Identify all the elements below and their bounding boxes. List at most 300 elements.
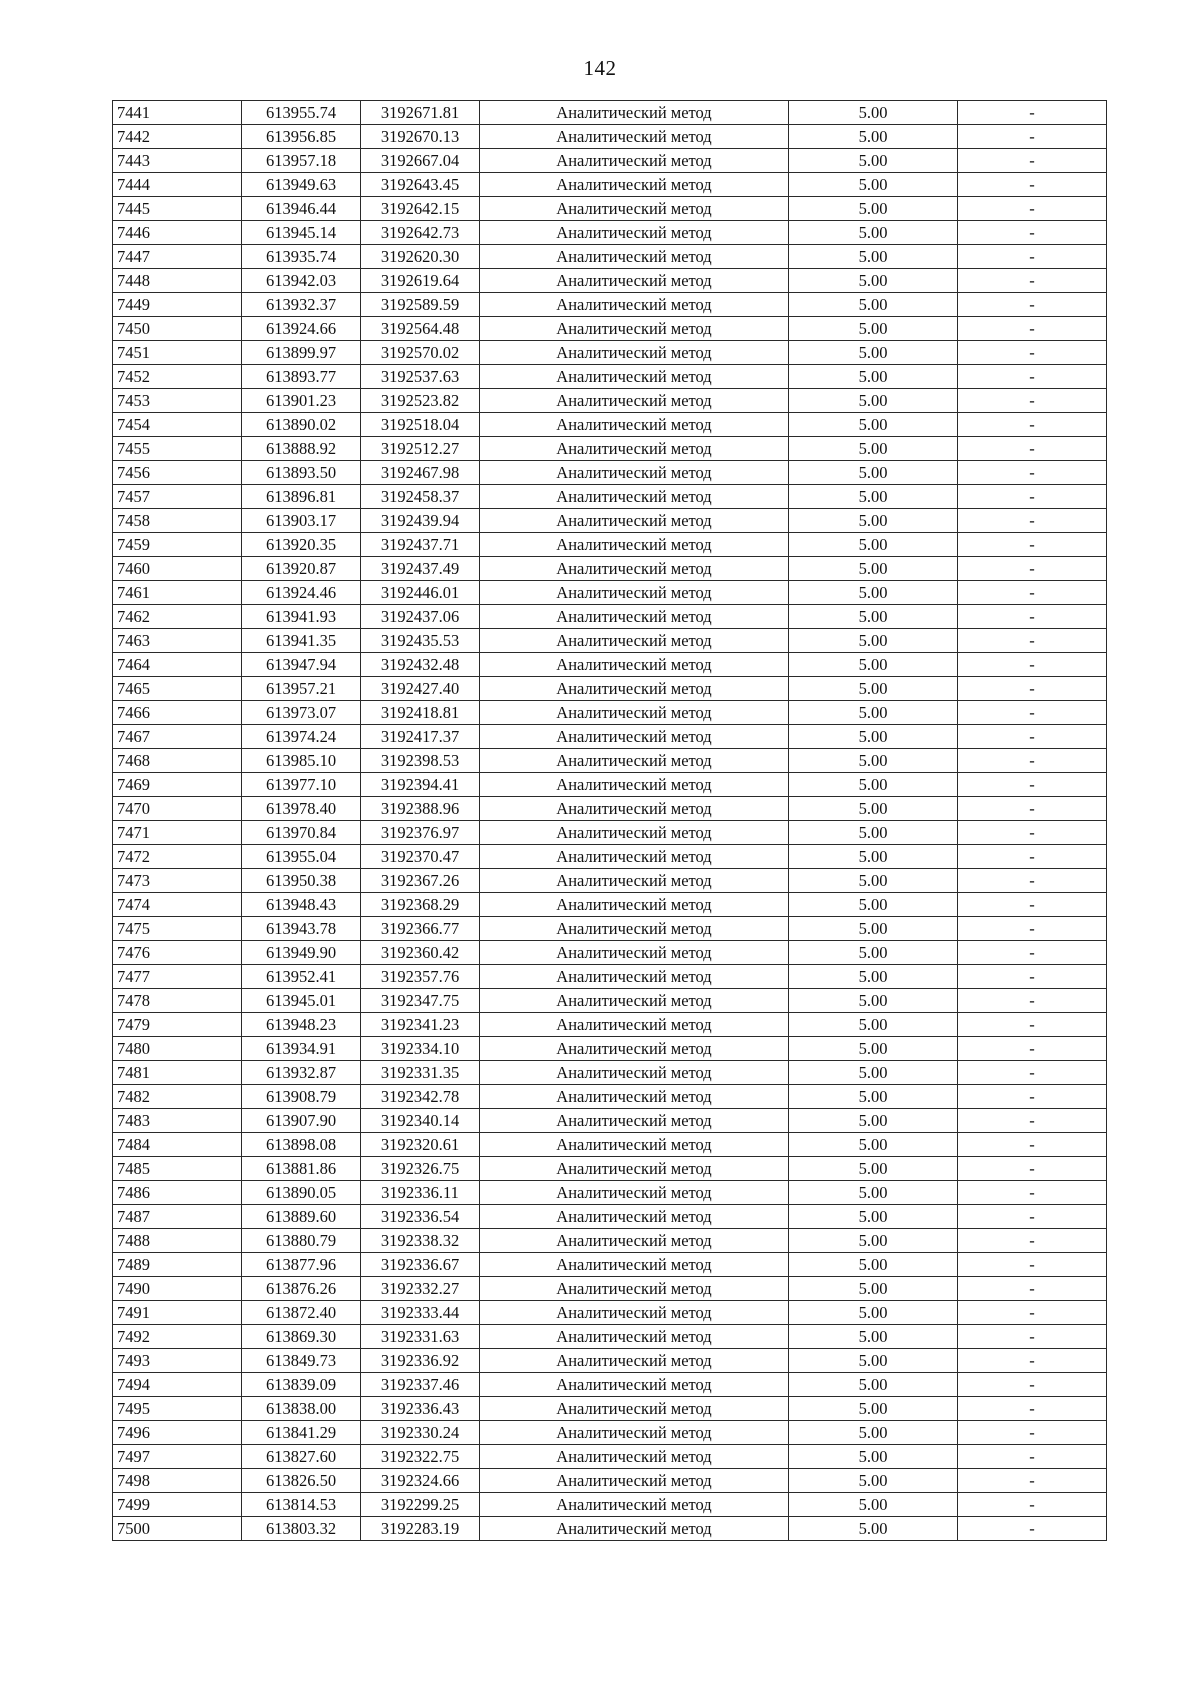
point-number-cell: 7451 (113, 341, 242, 365)
precision-cell: 5.00 (789, 1517, 958, 1541)
point-number-cell: 7489 (113, 1253, 242, 1277)
precision-cell: 5.00 (789, 413, 958, 437)
point-number-cell: 7475 (113, 917, 242, 941)
note-cell: - (958, 653, 1107, 677)
precision-cell: 5.00 (789, 701, 958, 725)
y-coordinate-cell: 3192435.53 (361, 629, 480, 653)
table-row (113, 1349, 1107, 1373)
note-cell: - (958, 269, 1107, 293)
table-row (113, 677, 1107, 701)
precision-cell: 5.00 (789, 581, 958, 605)
x-coordinate-cell: 613956.85 (242, 125, 361, 149)
method-cell: Аналитический метод (480, 605, 789, 629)
point-number-cell: 7492 (113, 1325, 242, 1349)
x-coordinate-cell: 613948.43 (242, 893, 361, 917)
y-coordinate-cell: 3192324.66 (361, 1469, 480, 1493)
table-row (113, 629, 1107, 653)
method-cell: Аналитический метод (480, 677, 789, 701)
y-coordinate-cell: 3192437.49 (361, 557, 480, 581)
note-cell: - (958, 941, 1107, 965)
x-coordinate-cell: 613889.60 (242, 1205, 361, 1229)
note-cell: - (958, 389, 1107, 413)
note-cell: - (958, 917, 1107, 941)
table-row (113, 197, 1107, 221)
point-number-cell: 7452 (113, 365, 242, 389)
x-coordinate-cell: 613949.63 (242, 173, 361, 197)
method-cell: Аналитический метод (480, 557, 789, 581)
x-coordinate-cell: 613977.10 (242, 773, 361, 797)
x-coordinate-cell: 613941.35 (242, 629, 361, 653)
method-cell: Аналитический метод (480, 1277, 789, 1301)
x-coordinate-cell: 613838.00 (242, 1397, 361, 1421)
x-coordinate-cell: 613935.74 (242, 245, 361, 269)
x-coordinate-cell: 613924.46 (242, 581, 361, 605)
y-coordinate-cell: 3192336.92 (361, 1349, 480, 1373)
method-cell: Аналитический метод (480, 269, 789, 293)
method-cell: Аналитический метод (480, 701, 789, 725)
precision-cell: 5.00 (789, 509, 958, 533)
note-cell: - (958, 413, 1107, 437)
note-cell: - (958, 1037, 1107, 1061)
method-cell: Аналитический метод (480, 893, 789, 917)
y-coordinate-cell: 3192446.01 (361, 581, 480, 605)
y-coordinate-cell: 3192432.48 (361, 653, 480, 677)
y-coordinate-cell: 3192322.75 (361, 1445, 480, 1469)
method-cell: Аналитический метод (480, 1421, 789, 1445)
x-coordinate-cell: 613957.18 (242, 149, 361, 173)
y-coordinate-cell: 3192370.47 (361, 845, 480, 869)
point-number-cell: 7474 (113, 893, 242, 917)
y-coordinate-cell: 3192388.96 (361, 797, 480, 821)
method-cell: Аналитический метод (480, 653, 789, 677)
x-coordinate-cell: 613827.60 (242, 1445, 361, 1469)
method-cell: Аналитический метод (480, 989, 789, 1013)
point-number-cell: 7442 (113, 125, 242, 149)
method-cell: Аналитический метод (480, 941, 789, 965)
note-cell: - (958, 725, 1107, 749)
y-coordinate-cell: 3192523.82 (361, 389, 480, 413)
point-number-cell: 7483 (113, 1109, 242, 1133)
table-row (113, 1133, 1107, 1157)
method-cell: Аналитический метод (480, 1397, 789, 1421)
x-coordinate-cell: 613803.32 (242, 1517, 361, 1541)
table-row (113, 821, 1107, 845)
x-coordinate-cell: 613814.53 (242, 1493, 361, 1517)
note-cell: - (958, 749, 1107, 773)
y-coordinate-cell: 3192368.29 (361, 893, 480, 917)
precision-cell: 5.00 (789, 965, 958, 989)
note-cell: - (958, 341, 1107, 365)
point-number-cell: 7460 (113, 557, 242, 581)
method-cell: Аналитический метод (480, 365, 789, 389)
point-number-cell: 7448 (113, 269, 242, 293)
method-cell: Аналитический метод (480, 1133, 789, 1157)
method-cell: Аналитический метод (480, 1157, 789, 1181)
y-coordinate-cell: 3192357.76 (361, 965, 480, 989)
point-number-cell: 7499 (113, 1493, 242, 1517)
point-number-cell: 7486 (113, 1181, 242, 1205)
method-cell: Аналитический метод (480, 1301, 789, 1325)
note-cell: - (958, 1109, 1107, 1133)
table-row (113, 1229, 1107, 1253)
point-number-cell: 7480 (113, 1037, 242, 1061)
method-cell: Аналитический метод (480, 581, 789, 605)
point-number-cell: 7461 (113, 581, 242, 605)
point-number-cell: 7441 (113, 101, 242, 125)
method-cell: Аналитический метод (480, 1517, 789, 1541)
y-coordinate-cell: 3192336.54 (361, 1205, 480, 1229)
precision-cell: 5.00 (789, 221, 958, 245)
point-number-cell: 7498 (113, 1469, 242, 1493)
x-coordinate-cell: 613849.73 (242, 1349, 361, 1373)
precision-cell: 5.00 (789, 1421, 958, 1445)
note-cell: - (958, 773, 1107, 797)
method-cell: Аналитический метод (480, 1493, 789, 1517)
y-coordinate-cell: 3192340.14 (361, 1109, 480, 1133)
table-row (113, 1301, 1107, 1325)
note-cell: - (958, 1157, 1107, 1181)
precision-cell: 5.00 (789, 1229, 958, 1253)
y-coordinate-cell: 3192642.15 (361, 197, 480, 221)
table-row (113, 293, 1107, 317)
note-cell: - (958, 533, 1107, 557)
x-coordinate-cell: 613920.35 (242, 533, 361, 557)
x-coordinate-cell: 613908.79 (242, 1085, 361, 1109)
method-cell: Аналитический метод (480, 221, 789, 245)
note-cell: - (958, 173, 1107, 197)
table-row (113, 269, 1107, 293)
y-coordinate-cell: 3192336.43 (361, 1397, 480, 1421)
precision-cell: 5.00 (789, 485, 958, 509)
point-number-cell: 7484 (113, 1133, 242, 1157)
point-number-cell: 7458 (113, 509, 242, 533)
y-coordinate-cell: 3192642.73 (361, 221, 480, 245)
note-cell: - (958, 629, 1107, 653)
precision-cell: 5.00 (789, 173, 958, 197)
point-number-cell: 7454 (113, 413, 242, 437)
precision-cell: 5.00 (789, 869, 958, 893)
precision-cell: 5.00 (789, 365, 958, 389)
y-coordinate-cell: 3192418.81 (361, 701, 480, 725)
x-coordinate-cell: 613881.86 (242, 1157, 361, 1181)
precision-cell: 5.00 (789, 125, 958, 149)
y-coordinate-cell: 3192437.71 (361, 533, 480, 557)
method-cell: Аналитический метод (480, 1253, 789, 1277)
y-coordinate-cell: 3192333.44 (361, 1301, 480, 1325)
point-number-cell: 7478 (113, 989, 242, 1013)
table-row (113, 533, 1107, 557)
x-coordinate-cell: 613947.94 (242, 653, 361, 677)
precision-cell: 5.00 (789, 1277, 958, 1301)
point-number-cell: 7447 (113, 245, 242, 269)
x-coordinate-cell: 613946.44 (242, 197, 361, 221)
point-number-cell: 7459 (113, 533, 242, 557)
point-number-cell: 7456 (113, 461, 242, 485)
point-number-cell: 7457 (113, 485, 242, 509)
precision-cell: 5.00 (789, 1445, 958, 1469)
note-cell: - (958, 149, 1107, 173)
y-coordinate-cell: 3192337.46 (361, 1373, 480, 1397)
note-cell: - (958, 989, 1107, 1013)
table-row (113, 101, 1107, 125)
point-number-cell: 7470 (113, 797, 242, 821)
point-number-cell: 7464 (113, 653, 242, 677)
precision-cell: 5.00 (789, 1397, 958, 1421)
y-coordinate-cell: 3192366.77 (361, 917, 480, 941)
point-number-cell: 7463 (113, 629, 242, 653)
precision-cell: 5.00 (789, 197, 958, 221)
precision-cell: 5.00 (789, 341, 958, 365)
y-coordinate-cell: 3192347.75 (361, 989, 480, 1013)
coordinates-table (112, 100, 1107, 1541)
precision-cell: 5.00 (789, 821, 958, 845)
x-coordinate-cell: 613839.09 (242, 1373, 361, 1397)
method-cell: Аналитический метод (480, 125, 789, 149)
coordinates-table-body (113, 101, 1107, 1541)
precision-cell: 5.00 (789, 1373, 958, 1397)
table-row (113, 725, 1107, 749)
table-row (113, 749, 1107, 773)
table-row (113, 917, 1107, 941)
precision-cell: 5.00 (789, 1157, 958, 1181)
y-coordinate-cell: 3192336.67 (361, 1253, 480, 1277)
method-cell: Аналитический метод (480, 293, 789, 317)
table-row (113, 1109, 1107, 1133)
method-cell: Аналитический метод (480, 533, 789, 557)
y-coordinate-cell: 3192518.04 (361, 413, 480, 437)
precision-cell: 5.00 (789, 941, 958, 965)
table-row (113, 1421, 1107, 1445)
precision-cell: 5.00 (789, 749, 958, 773)
point-number-cell: 7473 (113, 869, 242, 893)
note-cell: - (958, 1349, 1107, 1373)
note-cell: - (958, 1469, 1107, 1493)
precision-cell: 5.00 (789, 389, 958, 413)
table-row (113, 1517, 1107, 1541)
note-cell: - (958, 797, 1107, 821)
method-cell: Аналитический метод (480, 1349, 789, 1373)
table-row (113, 461, 1107, 485)
precision-cell: 5.00 (789, 1181, 958, 1205)
y-coordinate-cell: 3192467.98 (361, 461, 480, 485)
method-cell: Аналитический метод (480, 341, 789, 365)
precision-cell: 5.00 (789, 1469, 958, 1493)
note-cell: - (958, 1085, 1107, 1109)
x-coordinate-cell: 613945.01 (242, 989, 361, 1013)
table-row (113, 1013, 1107, 1037)
y-coordinate-cell: 3192667.04 (361, 149, 480, 173)
x-coordinate-cell: 613920.87 (242, 557, 361, 581)
x-coordinate-cell: 613876.26 (242, 1277, 361, 1301)
point-number-cell: 7482 (113, 1085, 242, 1109)
point-number-cell: 7472 (113, 845, 242, 869)
y-coordinate-cell: 3192320.61 (361, 1133, 480, 1157)
method-cell: Аналитический метод (480, 413, 789, 437)
x-coordinate-cell: 613877.96 (242, 1253, 361, 1277)
note-cell: - (958, 317, 1107, 341)
y-coordinate-cell: 3192570.02 (361, 341, 480, 365)
table-row (113, 1061, 1107, 1085)
table-row (113, 581, 1107, 605)
table-row (113, 1253, 1107, 1277)
precision-cell: 5.00 (789, 1109, 958, 1133)
precision-cell: 5.00 (789, 533, 958, 557)
table-row (113, 341, 1107, 365)
table-row (113, 989, 1107, 1013)
x-coordinate-cell: 613942.03 (242, 269, 361, 293)
point-number-cell: 7443 (113, 149, 242, 173)
point-number-cell: 7488 (113, 1229, 242, 1253)
x-coordinate-cell: 613888.92 (242, 437, 361, 461)
x-coordinate-cell: 613943.78 (242, 917, 361, 941)
table-row (113, 389, 1107, 413)
x-coordinate-cell: 613896.81 (242, 485, 361, 509)
x-coordinate-cell: 613924.66 (242, 317, 361, 341)
note-cell: - (958, 101, 1107, 125)
x-coordinate-cell: 613872.40 (242, 1301, 361, 1325)
point-number-cell: 7469 (113, 773, 242, 797)
note-cell: - (958, 869, 1107, 893)
table-row (113, 1157, 1107, 1181)
point-number-cell: 7493 (113, 1349, 242, 1373)
y-coordinate-cell: 3192367.26 (361, 869, 480, 893)
point-number-cell: 7490 (113, 1277, 242, 1301)
x-coordinate-cell: 613945.14 (242, 221, 361, 245)
method-cell: Аналитический метод (480, 965, 789, 989)
precision-cell: 5.00 (789, 893, 958, 917)
table-row (113, 701, 1107, 725)
table-row (113, 1325, 1107, 1349)
y-coordinate-cell: 3192338.32 (361, 1229, 480, 1253)
note-cell: - (958, 1373, 1107, 1397)
note-cell: - (958, 245, 1107, 269)
note-cell: - (958, 1517, 1107, 1541)
precision-cell: 5.00 (789, 677, 958, 701)
y-coordinate-cell: 3192342.78 (361, 1085, 480, 1109)
point-number-cell: 7479 (113, 1013, 242, 1037)
precision-cell: 5.00 (789, 269, 958, 293)
y-coordinate-cell: 3192439.94 (361, 509, 480, 533)
note-cell: - (958, 1421, 1107, 1445)
method-cell: Аналитический метод (480, 1061, 789, 1085)
x-coordinate-cell: 613978.40 (242, 797, 361, 821)
y-coordinate-cell: 3192670.13 (361, 125, 480, 149)
y-coordinate-cell: 3192537.63 (361, 365, 480, 389)
y-coordinate-cell: 3192326.75 (361, 1157, 480, 1181)
point-number-cell: 7487 (113, 1205, 242, 1229)
y-coordinate-cell: 3192458.37 (361, 485, 480, 509)
y-coordinate-cell: 3192334.10 (361, 1037, 480, 1061)
x-coordinate-cell: 613955.04 (242, 845, 361, 869)
x-coordinate-cell: 613934.91 (242, 1037, 361, 1061)
precision-cell: 5.00 (789, 149, 958, 173)
table-row (113, 1445, 1107, 1469)
precision-cell: 5.00 (789, 605, 958, 629)
table-row (113, 173, 1107, 197)
y-coordinate-cell: 3192512.27 (361, 437, 480, 461)
precision-cell: 5.00 (789, 653, 958, 677)
point-number-cell: 7494 (113, 1373, 242, 1397)
precision-cell: 5.00 (789, 1349, 958, 1373)
method-cell: Аналитический метод (480, 1181, 789, 1205)
precision-cell: 5.00 (789, 725, 958, 749)
method-cell: Аналитический метод (480, 197, 789, 221)
table-row (113, 557, 1107, 581)
x-coordinate-cell: 613952.41 (242, 965, 361, 989)
table-row (113, 941, 1107, 965)
precision-cell: 5.00 (789, 845, 958, 869)
precision-cell: 5.00 (789, 1061, 958, 1085)
table-row (113, 1373, 1107, 1397)
point-number-cell: 7444 (113, 173, 242, 197)
table-row (113, 797, 1107, 821)
note-cell: - (958, 1205, 1107, 1229)
x-coordinate-cell: 613950.38 (242, 869, 361, 893)
point-number-cell: 7466 (113, 701, 242, 725)
table-row (113, 1397, 1107, 1421)
x-coordinate-cell: 613903.17 (242, 509, 361, 533)
note-cell: - (958, 1061, 1107, 1085)
x-coordinate-cell: 613957.21 (242, 677, 361, 701)
method-cell: Аналитический метод (480, 797, 789, 821)
note-cell: - (958, 197, 1107, 221)
note-cell: - (958, 893, 1107, 917)
precision-cell: 5.00 (789, 773, 958, 797)
point-number-cell: 7495 (113, 1397, 242, 1421)
note-cell: - (958, 1133, 1107, 1157)
method-cell: Аналитический метод (480, 461, 789, 485)
point-number-cell: 7446 (113, 221, 242, 245)
x-coordinate-cell: 613949.90 (242, 941, 361, 965)
method-cell: Аналитический метод (480, 245, 789, 269)
precision-cell: 5.00 (789, 1325, 958, 1349)
table-row (113, 773, 1107, 797)
point-number-cell: 7481 (113, 1061, 242, 1085)
point-number-cell: 7462 (113, 605, 242, 629)
x-coordinate-cell: 613893.77 (242, 365, 361, 389)
y-coordinate-cell: 3192376.97 (361, 821, 480, 845)
table-row (113, 1181, 1107, 1205)
note-cell: - (958, 461, 1107, 485)
x-coordinate-cell: 613826.50 (242, 1469, 361, 1493)
x-coordinate-cell: 613841.29 (242, 1421, 361, 1445)
method-cell: Аналитический метод (480, 317, 789, 341)
note-cell: - (958, 485, 1107, 509)
note-cell: - (958, 1397, 1107, 1421)
precision-cell: 5.00 (789, 101, 958, 125)
method-cell: Аналитический метод (480, 1469, 789, 1493)
note-cell: - (958, 677, 1107, 701)
point-number-cell: 7476 (113, 941, 242, 965)
y-coordinate-cell: 3192619.64 (361, 269, 480, 293)
x-coordinate-cell: 613941.93 (242, 605, 361, 629)
precision-cell: 5.00 (789, 1085, 958, 1109)
method-cell: Аналитический метод (480, 1205, 789, 1229)
method-cell: Аналитический метод (480, 1445, 789, 1469)
precision-cell: 5.00 (789, 557, 958, 581)
method-cell: Аналитический метод (480, 1037, 789, 1061)
note-cell: - (958, 221, 1107, 245)
y-coordinate-cell: 3192283.19 (361, 1517, 480, 1541)
note-cell: - (958, 1277, 1107, 1301)
point-number-cell: 7455 (113, 437, 242, 461)
point-number-cell: 7485 (113, 1157, 242, 1181)
method-cell: Аналитический метод (480, 509, 789, 533)
point-number-cell: 7500 (113, 1517, 242, 1541)
y-coordinate-cell: 3192394.41 (361, 773, 480, 797)
table-row (113, 1205, 1107, 1229)
table-row (113, 509, 1107, 533)
